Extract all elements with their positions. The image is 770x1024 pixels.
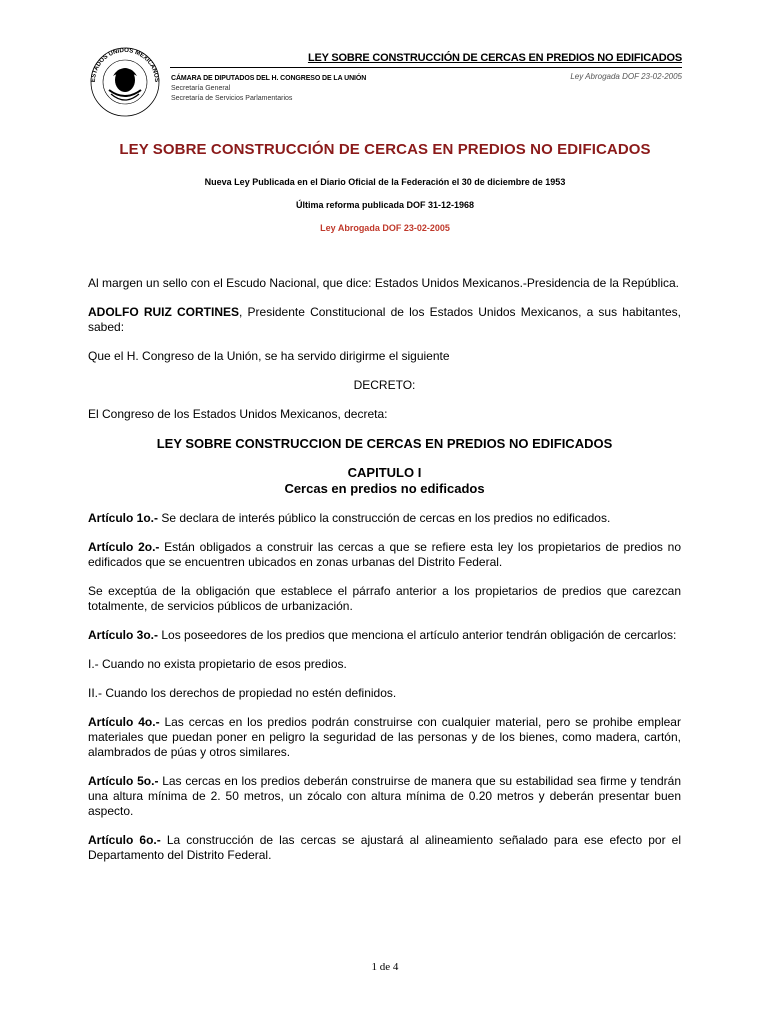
paragraph-presidente [88,305,681,335]
secretaria-servicios: Secretaría de Servicios Parlamentarios [171,95,293,102]
chamber-name: CÁMARA DE DIPUTADOS DEL H. CONGRESO DE LA UNIÓN [171,75,367,82]
president-name: ADOLFO RUIZ CORTINES [88,305,240,319]
article-4-lead: Artículo 4o.- [88,715,160,729]
header-abrogada-note: Ley Abrogada DOF 23-02-2005 [570,72,682,81]
article-6 [88,833,681,863]
last-reform-note: Última reforma publicada DOF 31-12-1968 [295,200,475,210]
header-institution-block [171,74,366,104]
paragraph-decreta: El Congreso de los Estados Unidos Mexicanos, decreta: [88,407,388,421]
president-text: , Presidente Constitucional de los Estados Unidos Mexicanos, a sus habitantes, sabed: [88,305,681,334]
paragraph-congreso: Que el H. Congreso de la Unión, se ha servido dirigirme el siguiente [88,349,450,363]
article-1-lead: Artículo 1o.- [88,511,159,525]
paragraph-margen: Al margen un sello con el Escudo Nacional, que dice: Estados Unidos Mexicanos.-Presidencia de la República. [88,276,679,290]
article-4 [88,715,681,760]
chapter-number: CAPITULO I [347,465,422,480]
secretaria-general: Secretaría General [171,85,231,92]
article-2-text: Están obligados a construir las cercas a que se refiere esta ley los propietarios de predios no edificados que se encuentren ubicados en zonas urbanas del Distrito Federal. [88,540,681,569]
article-5-text: Las cercas en los predios deberán construirse de manera que su estabilidad sea firme y tendrán una altura mínima de 2. 50 metros, un zócalo con altura mínima de 0.20 metros y deberán presentar buen aspecto. [88,774,681,818]
article-1-text: Se declara de interés público la construcción de cercas en los predios no edificados. [158,511,611,525]
running-header-title: LEY SOBRE CONSTRUCCIÓN DE CERCAS EN PREDIOS NO EDIFICADOS [307,52,682,64]
article-3-fraction-ii: II.- Cuando los derechos de propiedad no estén definidos. [88,686,397,700]
decreto-label: DECRETO: [353,378,416,392]
article-5 [88,774,681,819]
article-3 [88,628,681,643]
document-body [88,276,681,877]
article-2-lead: Artículo 2o.- [88,540,160,554]
article-6-text: La construcción de las cercas se ajustará al alineamiento señalado para ese efecto por el Departamento del Distrito Federal. [88,833,681,862]
article-6-lead: Artículo 6o.- [88,833,161,847]
seal-text: ESTADOS UNIDOS MEXICANOS [89,46,161,83]
article-2 [88,540,681,570]
article-1 [88,511,681,526]
publication-note: Nueva Ley Publicada en el Diario Oficial de la Federación el 30 de diciembre de 1953 [204,177,566,187]
coat-of-arms-seal-icon [85,40,165,118]
article-3-text: Los poseedores de los predios que menciona el artículo anterior tendrán obligación de cercarlos: [158,628,677,642]
chapter-name: Cercas en predios no edificados [284,481,485,496]
article-2-paragraph-2: Se exceptúa de la obligación que establece el párrafo anterior a los propietarios de predios que carezcan totalmente, de servicios públicos de urbanización. [88,584,681,613]
document-title: LEY SOBRE CONSTRUCCIÓN DE CERCAS EN PREDIOS NO EDIFICADOS [119,141,651,158]
header-divider [170,67,682,68]
abrogada-note: Ley Abrogada DOF 23-02-2005 [320,223,450,233]
law-title: LEY SOBRE CONSTRUCCION DE CERCAS EN PREDIOS NO EDIFICADOS [156,436,613,451]
page-number: 1 de 4 [371,961,399,973]
article-3-fraction-i: I.- Cuando no exista propietario de esos predios. [88,657,347,671]
article-4-text: Las cercas en los predios podrán construirse con cualquier material, pero se prohibe emplear materiales que puedan poner en peligro la seguridad de las personas y de los bienes, como madera, cartón, alambrados de púas y otros similares. [88,715,681,759]
article-3-lead: Artículo 3o.- [88,628,159,642]
chapter-heading [88,465,681,497]
article-5-lead: Artículo 5o.- [88,774,159,788]
